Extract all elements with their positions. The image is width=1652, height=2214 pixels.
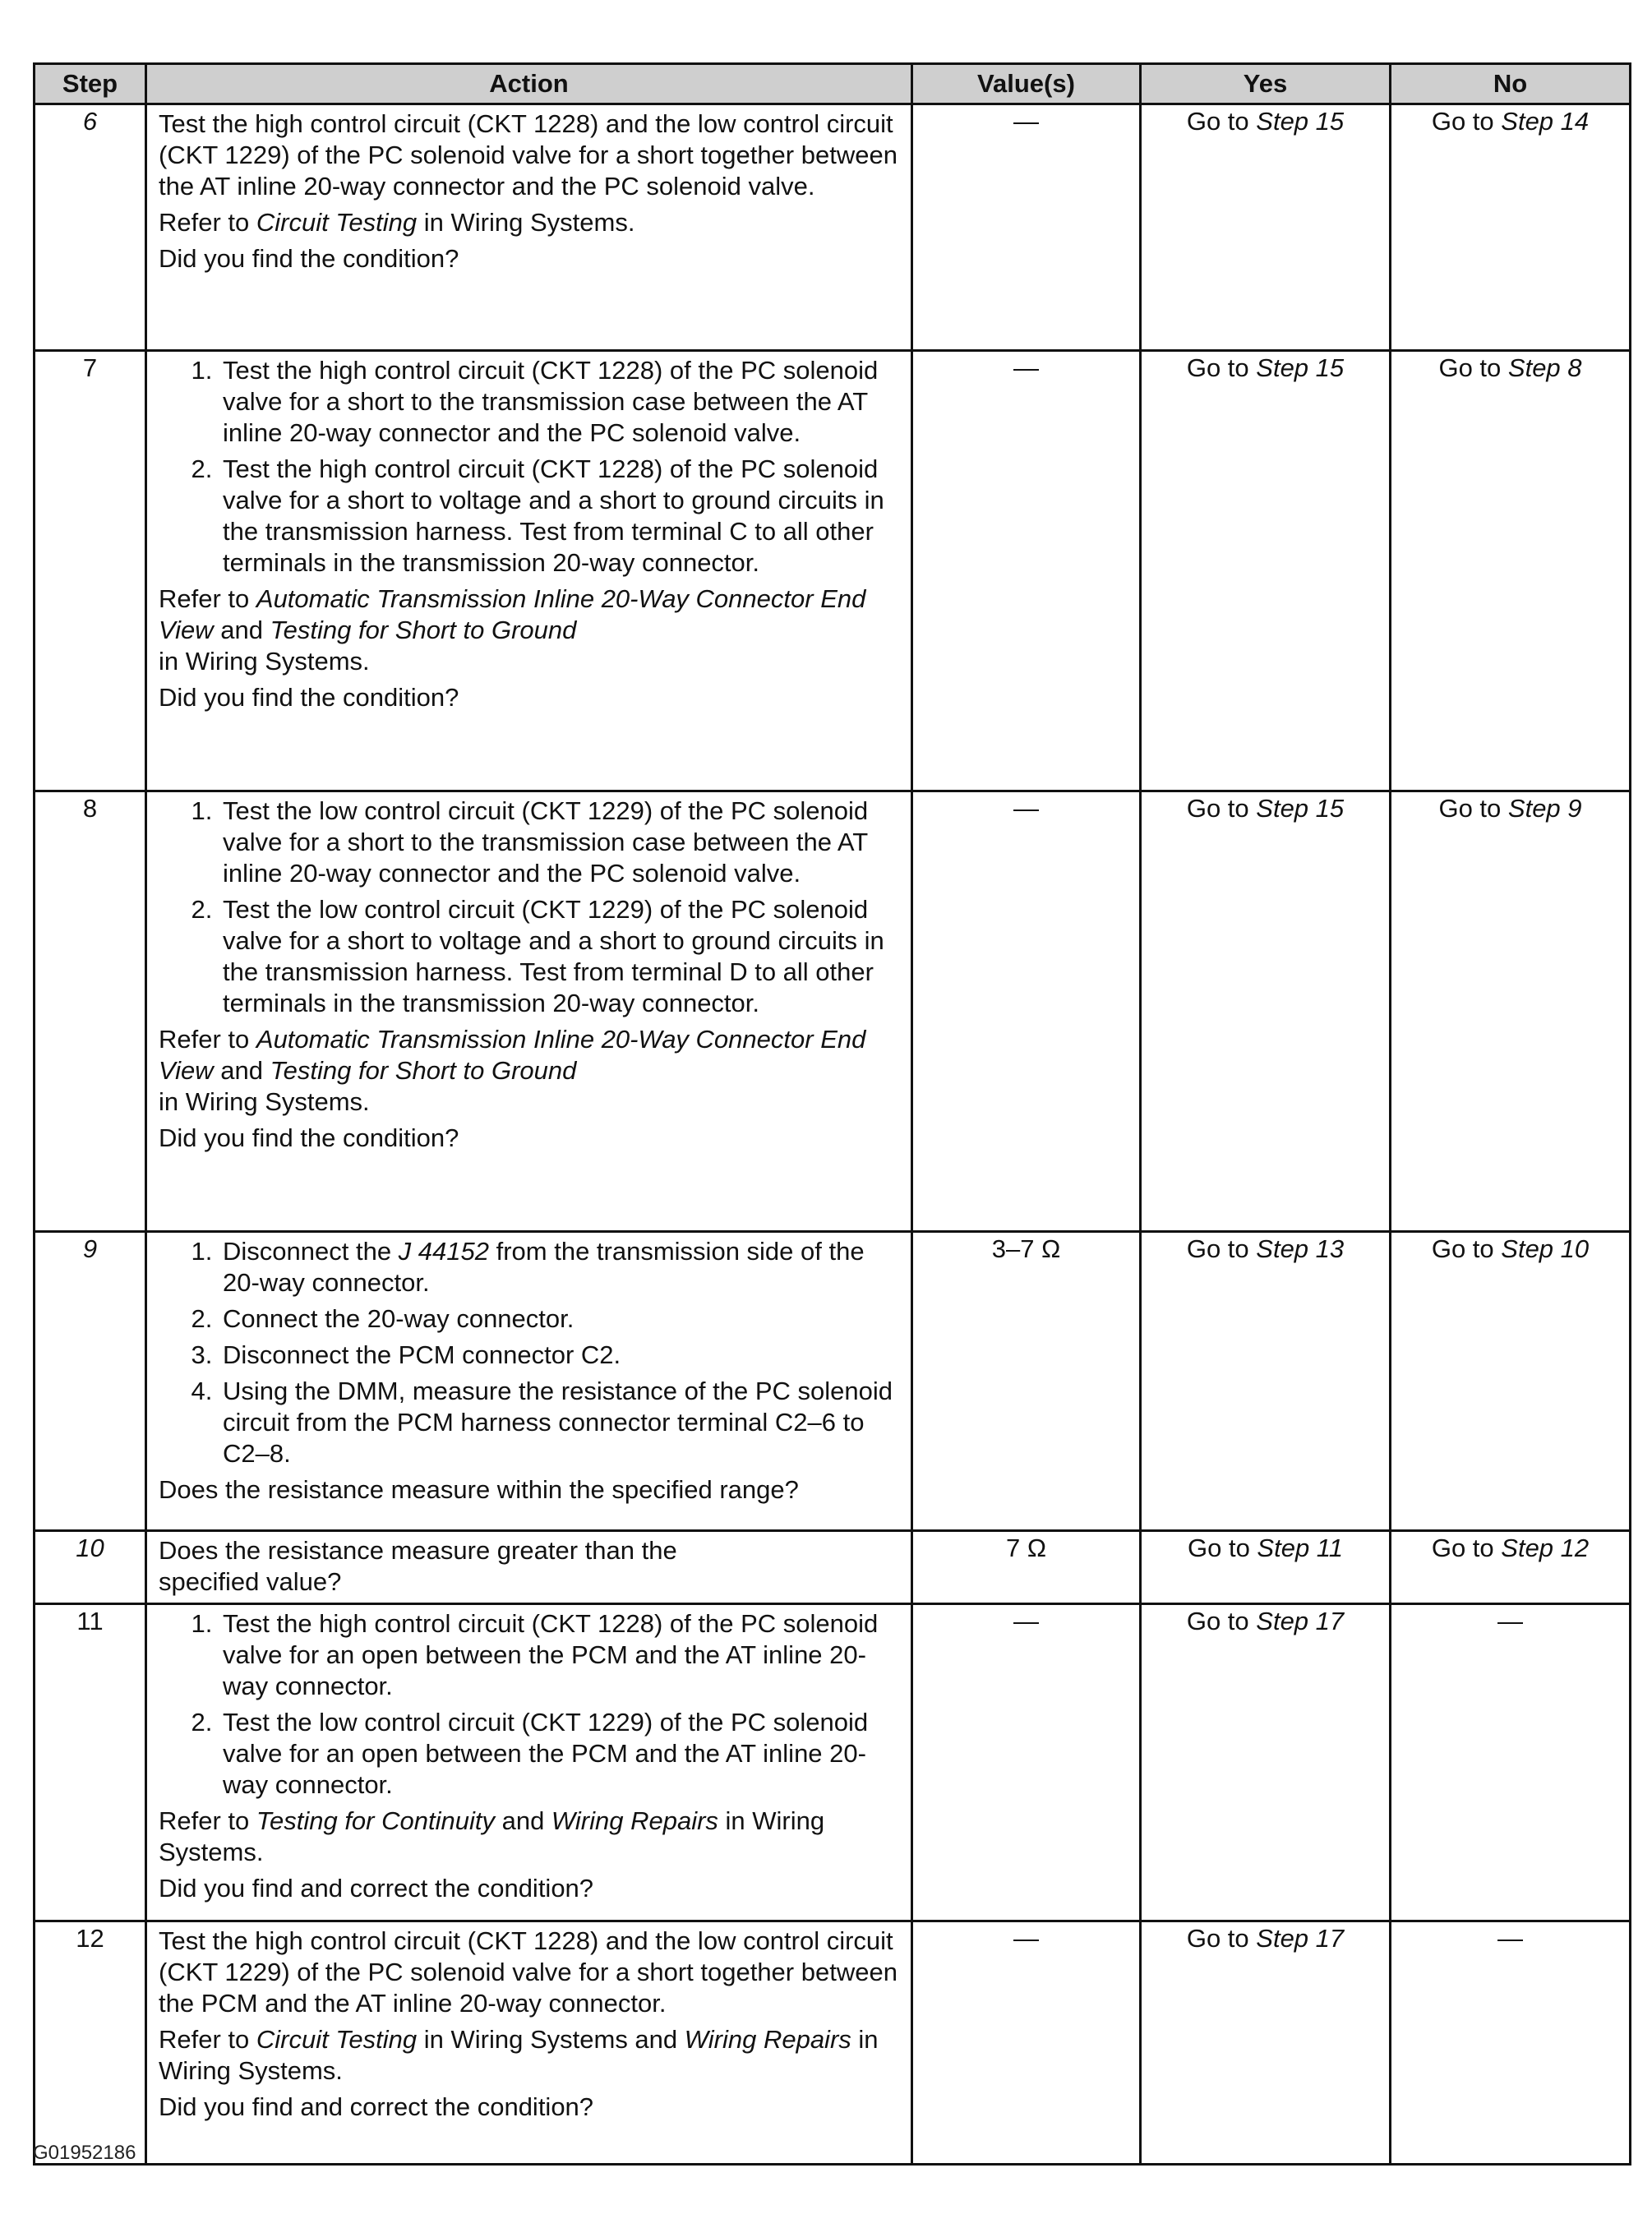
yes-cell: Go to Step 17 — [1141, 1921, 1391, 2165]
yes-cell: Go to Step 17 — [1141, 1604, 1391, 1921]
no-cell: Go to Step 14 — [1391, 104, 1631, 351]
step-number: 8 — [35, 791, 146, 1232]
value-cell: — — [912, 791, 1141, 1232]
table-row-step-10 — [35, 1531, 1631, 1604]
no-cell: Go to Step 12 — [1391, 1531, 1631, 1604]
header-action: Action — [146, 64, 912, 104]
value-cell: — — [912, 1604, 1141, 1921]
step-number: 7 — [35, 351, 146, 791]
action-cell — [146, 791, 912, 1232]
yes-cell: Go to Step 15 — [1141, 104, 1391, 351]
action-step-item: 2. Test the high control circuit (CKT 1228) of the PC solenoid valve for a short to voltage and a short to ground circuits in the transmission harness. Test from terminal C to all other terminals in the transmission 20-way connector. — [219, 454, 901, 579]
action-step-item: 1. Disconnect the J 44152 from the transmission side of the 20-way connector. — [219, 1236, 901, 1298]
reference-text: Refer to Testing for Continuity and Wiring Repairs in Wiring Systems. — [159, 1806, 825, 1866]
step-number: 6 — [35, 104, 146, 351]
table-row-step-7 — [35, 351, 1631, 791]
action-paragraph: Test the high control circuit (CKT 1228) and the low control circuit (CKT 1229) of the PC solenoid valve for a short together between the AT inline 20-way connector and the PC solenoid valve. — [159, 109, 898, 201]
question-text: Did you find the condition? — [159, 244, 459, 273]
figure-id: G01952186 — [33, 2142, 136, 2164]
no-cell: — — [1391, 1604, 1631, 1921]
action-cell — [146, 104, 912, 351]
value-cell: — — [912, 104, 1141, 351]
action-step-item: 4. Using the DMM, measure the resistance of the PC solenoid circuit from the PCM harness connector terminal C2–6 to C2–8. — [219, 1376, 901, 1469]
no-cell: Go to Step 10 — [1391, 1232, 1631, 1531]
reference-text: Refer to Automatic Transmission Inline 20-Way Connector End View and Testing for Short to Ground in Wiring Systems. — [159, 584, 866, 676]
action-steps-list — [159, 1236, 901, 1469]
action-step-item: 1. Test the low control circuit (CKT 1229) of the PC solenoid valve for a short to the transmission case between the AT inline 20-way connector and the PC solenoid valve. — [219, 796, 901, 889]
question-text: Did you find and correct the condition? — [159, 2092, 594, 2121]
action-paragraph: Test the high control circuit (CKT 1228) and the low control circuit (CKT 1229) of the PC solenoid valve for a short together between the PCM and the AT inline 20-way connector. — [159, 1926, 898, 2018]
action-step-item: 3. Disconnect the PCM connector C2. — [219, 1340, 901, 1371]
action-cell — [146, 1232, 912, 1531]
table-row-step-11 — [35, 1604, 1631, 1921]
step-number: 9 — [35, 1232, 146, 1531]
step-number: 11 — [35, 1604, 146, 1921]
value-cell: 7 Ω — [912, 1531, 1141, 1604]
yes-cell: Go to Step 13 — [1141, 1232, 1391, 1531]
step-number: 10 — [35, 1531, 146, 1604]
table-row-step-6 — [35, 104, 1631, 351]
reference-text: Refer to Automatic Transmission Inline 20-Way Connector End View and Testing for Short to Ground in Wiring Systems. — [159, 1025, 866, 1116]
no-cell: — — [1391, 1921, 1631, 2165]
action-cell — [146, 1604, 912, 1921]
table-row-step-12 — [35, 1921, 1631, 2165]
header-step: Step — [35, 64, 146, 104]
yes-cell: Go to Step 11 — [1141, 1531, 1391, 1604]
header-values: Value(s) — [912, 64, 1141, 104]
question-text: Did you find and correct the condition? — [159, 1874, 594, 1903]
header-row — [35, 64, 1631, 104]
no-cell: Go to Step 9 — [1391, 791, 1631, 1232]
table-row-step-9 — [35, 1232, 1631, 1531]
value-cell: — — [912, 1921, 1141, 2165]
yes-cell: Go to Step 15 — [1141, 791, 1391, 1232]
value-cell: 3–7 Ω — [912, 1232, 1141, 1531]
reference-text: Refer to Circuit Testing in Wiring Systems. — [159, 208, 635, 237]
question-text: Does the resistance measure within the specified range? — [159, 1475, 799, 1504]
value-cell: — — [912, 351, 1141, 791]
no-cell: Go to Step 8 — [1391, 351, 1631, 791]
step-number: 12 — [35, 1921, 146, 2165]
yes-cell: Go to Step 15 — [1141, 351, 1391, 791]
action-step-item: 1. Test the high control circuit (CKT 1228) of the PC solenoid valve for a short to the transmission case between the AT inline 20-way connector and the PC solenoid valve. — [219, 355, 901, 449]
action-cell — [146, 1921, 912, 2165]
action-step-item: 2. Test the low control circuit (CKT 1229) of the PC solenoid valve for an open between the PCM and the AT inline 20-way connector. — [219, 1707, 901, 1801]
diagnostic-table — [33, 62, 1631, 2166]
action-steps-list — [159, 1608, 901, 1801]
question-text: Does the resistance measure greater than the specified value? — [159, 1536, 677, 1596]
action-step-item: 2. Connect the 20-way connector. — [219, 1303, 901, 1335]
action-steps-list — [159, 796, 901, 1019]
action-step-item: 1. Test the high control circuit (CKT 1228) of the PC solenoid valve for an open between the PCM and the AT inline 20-way connector. — [219, 1608, 901, 1702]
header-no: No — [1391, 64, 1631, 104]
action-step-item: 2. Test the low control circuit (CKT 1229) of the PC solenoid valve for a short to voltage and a short to ground circuits in the transmission harness. Test from terminal D to all other terminals in the transmission 20-way connector. — [219, 894, 901, 1019]
action-cell — [146, 1531, 912, 1604]
question-text: Did you find the condition? — [159, 1123, 459, 1152]
header-yes: Yes — [1141, 64, 1391, 104]
table-row-step-8 — [35, 791, 1631, 1232]
action-steps-list — [159, 355, 901, 579]
reference-text: Refer to Circuit Testing in Wiring Systems and Wiring Repairs in Wiring Systems. — [159, 2025, 879, 2085]
action-cell — [146, 351, 912, 791]
question-text: Did you find the condition? — [159, 683, 459, 712]
